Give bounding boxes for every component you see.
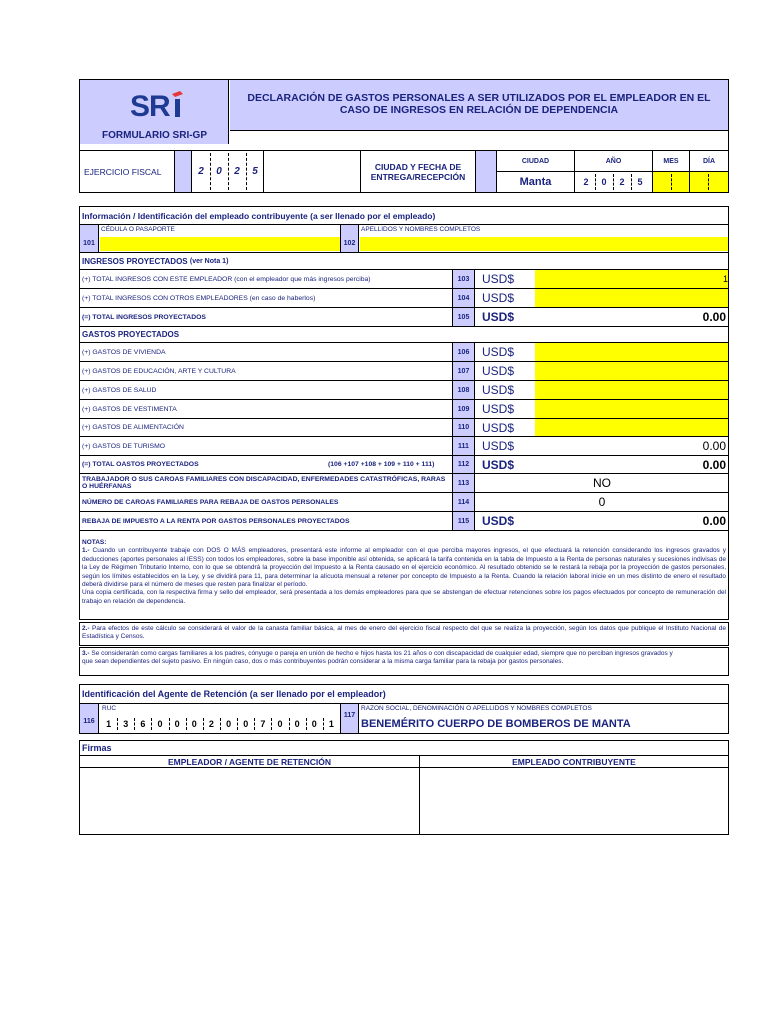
amount-row-label: (+) GASTOS DE SALUD xyxy=(82,386,157,394)
field-code-112: 112 xyxy=(452,456,475,473)
disability-value[interactable]: NO xyxy=(593,476,611,490)
disability-label: TRABAJADOR O SUS CAROAS FAMILIARES CON DISCAPACIDAD, ENFERMEDADES CATASTRÓFICAS, RARAS O HUÉRFANAS xyxy=(82,475,446,490)
cell-marker: 1 xyxy=(722,274,728,284)
field-code: 110 xyxy=(452,419,475,436)
disability-row xyxy=(80,473,728,492)
amount-field[interactable] xyxy=(535,362,728,380)
note-1-continued: Una copia certificada, con la respectiva firma y sello del empleador, será presentada a los demás empleadores para que se abstengan de efectuar retenciones sobre los pagos efectuados por concepto de remuneración del trabajo en relación de dependencia. xyxy=(82,589,726,605)
amount-row xyxy=(80,269,728,288)
form-title-panel xyxy=(230,80,728,130)
notes-title: NOTAS: xyxy=(82,539,107,546)
amount-row xyxy=(80,361,728,380)
notes-block xyxy=(80,539,728,606)
field-code: 111 xyxy=(452,437,475,455)
rebate-row xyxy=(80,511,728,530)
ruc-digit: 6 xyxy=(140,719,146,729)
total-expenses-row xyxy=(80,455,728,473)
amount-row xyxy=(80,288,728,307)
city-date-spacer xyxy=(475,151,497,192)
field-code-116: 116 xyxy=(80,704,99,733)
month-header: MES xyxy=(653,151,690,172)
currency-label: USD$ xyxy=(482,345,515,359)
fiscal-year-digit: 2 xyxy=(234,166,240,177)
amount-field[interactable] xyxy=(535,343,728,361)
fiscal-year-label: EJERCICIO FISCAL xyxy=(84,167,162,177)
divider xyxy=(80,530,728,531)
ruc-digit: 1 xyxy=(328,719,334,729)
expenses-section-title: GASTOS PROYECTADOS xyxy=(82,329,180,339)
ruc-digit: 0 xyxy=(277,719,283,729)
total-expenses-formula: (106 +107 +108 + 109 + 110 + 111) xyxy=(328,461,435,468)
amount-row-label: (+) TOTAL INGRESOS CON ESTE EMPLEADOR (con el empleador que más ingresos perciba) xyxy=(82,275,371,283)
ruc-digit: 7 xyxy=(260,719,266,729)
currency-label: USD$ xyxy=(482,402,515,416)
fiscal-year-digit: 0 xyxy=(216,166,222,177)
amount-row-label: (+) GASTOS DE EDUCACIÓN, ARTE Y CULTURA xyxy=(82,367,236,375)
signature-section-title: Firmas xyxy=(82,743,112,753)
amount-row-label: (+) GASTOS DE VIVIENDA xyxy=(82,348,166,356)
divider xyxy=(80,619,728,620)
logo-panel xyxy=(80,80,229,144)
dependents-value[interactable]: 0 xyxy=(598,495,606,509)
note-3-number: 3.- xyxy=(82,650,90,657)
amount-field: 0.00 xyxy=(702,439,726,453)
field-code-102: 102 xyxy=(340,225,359,252)
id-number-field[interactable] xyxy=(100,237,340,251)
fiscal-year-field[interactable] xyxy=(192,151,264,192)
note-1-text: Cuando un contribuyente trabaje con DOS O MÁS empleadores, presentará este informe al empleador con el que perciba mayores ingresos, el que efectuará la retención considerando los ingresos gravados y deducciones (aportes personales al IESS) con todos los empleadores, sobre la base imponible así obtenida, se aplicará la tarifa contenida en la tabla de Impuesto a la Renta de personas naturales y sucesiones indivisas de la Ley de Régimen Tributario Interno, con lo que se obtendrá la proyección del Impuesto a la Renta causado en el ejercicio económico. Al resultado obtenido se le restará la rebaja por la proyección de gastos personales, según los límites establecidos en la Ley, y se dividirá para 11, para determinar la alícuota mensual a retener por concepto de Impuesto a la Renta. Cuando la relación laboral inicie en un mes distinto de enero el resultado deberá dividirse para el número de meses que resten para finalizar el período. xyxy=(82,547,726,589)
month-field[interactable] xyxy=(653,172,690,192)
amount-field[interactable] xyxy=(535,270,728,288)
dependents-label: NÚMERO DE CAROAS FAMILIARES PARA REBAJA DE OASTOS PERSONALES xyxy=(82,498,339,506)
total-expenses-currency: USD$ xyxy=(482,457,515,472)
currency-label: USD$ xyxy=(482,291,515,305)
amount-row xyxy=(80,436,728,455)
note-2 xyxy=(80,623,728,642)
field-code: 108 xyxy=(452,381,475,399)
title-underline xyxy=(230,130,728,131)
full-name-field[interactable] xyxy=(360,237,728,251)
city-header: CIUDAD xyxy=(497,151,575,172)
employee-section-title: Información / Identificación del empleado contribuyente (a ser llenado por el empleado) xyxy=(80,207,728,225)
ruc-digit: 0 xyxy=(294,719,300,729)
field-code: 103 xyxy=(452,270,475,288)
year-digit: 2 xyxy=(619,177,625,187)
field-code: 106 xyxy=(452,343,475,361)
fiscal-year-spacer xyxy=(174,151,192,192)
amount-row-label: (=) TOTAL INGRESOS PROYECTADOS xyxy=(82,313,206,321)
rebate-value: 0.00 xyxy=(702,514,726,528)
amount-field[interactable] xyxy=(535,400,728,418)
currency-label: USD$ xyxy=(482,310,515,324)
field-code-101: 101 xyxy=(80,225,99,252)
note-3 xyxy=(80,648,728,658)
ruc-digit: 0 xyxy=(311,719,317,729)
employee-signature-area[interactable] xyxy=(421,768,728,834)
ruc-digit: 1 xyxy=(106,719,112,729)
year-digit: 0 xyxy=(601,177,607,187)
ruc-label: RUC xyxy=(102,705,117,712)
amount-row-label: (+) TOTAL INGRESOS CON OTROS EMPLEADORES (en caso de haberlos) xyxy=(82,294,316,302)
full-name-label: APELLIDOS Y NOMBRES COMPLETOS xyxy=(361,226,481,233)
form-name: FORMULARIO SRI-GP xyxy=(102,130,207,141)
field-code: 109 xyxy=(452,400,475,418)
field-code: 105 xyxy=(452,308,475,326)
amount-row xyxy=(80,380,728,399)
day-header: DÍA xyxy=(690,151,728,172)
total-expenses-label: (=) TOTAL OASTOS PROYECTADOS xyxy=(82,461,199,468)
total-expenses-value: 0.00 xyxy=(702,457,726,472)
ruc-field[interactable] xyxy=(100,716,340,732)
currency-label: USD$ xyxy=(482,272,515,286)
city-field[interactable]: Manta xyxy=(497,172,575,192)
rebate-label: REBAJA DE IMPUESTO A LA RENTA POR GASTOS PERSONALES PROYECTADOS xyxy=(82,517,350,525)
currency-label: USD$ xyxy=(482,439,515,453)
ruc-digit: 3 xyxy=(123,719,129,729)
field-code: 104 xyxy=(452,289,475,307)
note-3-box xyxy=(79,647,729,676)
dependents-row xyxy=(80,492,728,511)
amount-row-label: (+) GASTOS DE TURISMO xyxy=(82,442,166,450)
note-2-number: 2.- xyxy=(82,625,90,632)
city-date-label: CIUDAD Y FECHA DE ENTREGA/RECEPCIÓN xyxy=(360,151,475,192)
ruc-digit: 0 xyxy=(226,719,232,729)
year-header: AÑO xyxy=(575,151,653,172)
currency-label: USD$ xyxy=(482,383,515,397)
field-code-114: 114 xyxy=(452,493,475,511)
amount-field[interactable] xyxy=(535,381,728,399)
amount-row-label: (+) GASTOS DE VESTIMENTA xyxy=(82,405,177,413)
currency-label: USD$ xyxy=(482,420,515,435)
ruc-digit: 0 xyxy=(191,719,197,729)
year-field[interactable] xyxy=(575,172,653,192)
field-code-117: 117 xyxy=(340,704,359,733)
agent-name-label: RAZON SOCIAL, DENOMINACIÓN O APELLIDOS Y NOMBRES COMPLETOS xyxy=(361,705,592,712)
day-field[interactable] xyxy=(690,172,728,192)
note-2-box xyxy=(79,622,729,646)
amount-row xyxy=(80,418,728,436)
id-number-label: CÉDULA O PASAPORTE xyxy=(101,226,175,233)
amount-row-label: (+) GASTOS DE ALIMENTACIÓN xyxy=(82,424,184,431)
field-code-115: 115 xyxy=(452,512,475,530)
amount-row xyxy=(80,399,728,418)
rebate-currency: USD$ xyxy=(482,514,515,528)
note-1-number: 1.- xyxy=(82,547,90,555)
form-title: DECLARACIÓN DE GASTOS PERSONALES A SER UTILIZADOS POR EL EMPLEADOR EN EL CASO DE INGRESOS EN RELACIÓN DE DEPENDENCIA xyxy=(247,92,711,116)
currency-label: USD$ xyxy=(482,364,515,378)
ruc-digit: 2 xyxy=(208,719,214,729)
ruc-digit: 0 xyxy=(157,719,163,729)
income-note-ref: (ver Nota 1) xyxy=(189,257,229,265)
amount-field[interactable] xyxy=(535,419,728,436)
year-digit: 5 xyxy=(637,177,643,187)
amount-row xyxy=(80,342,728,361)
fiscal-year-digit: 5 xyxy=(252,166,258,177)
income-title-text: INGRESOS PROYECTADOS xyxy=(82,256,188,266)
sri-logo xyxy=(128,88,188,122)
amount-row xyxy=(80,307,728,326)
note-2-text: Para efectos de este cálculo se considerará el valor de la canasta familiar básica, al mes de enero del ejercicio fiscal respecto del que se realiza la proyección, según los datos que publique el Instituto Nacional de Estadística y Censos. xyxy=(82,625,726,641)
note-1 xyxy=(82,547,726,589)
ruc-digit: 0 xyxy=(174,719,180,729)
employer-signature-area[interactable] xyxy=(80,768,420,834)
agent-name-field[interactable]: BENEMÉRITO CUERPO DE BOMBEROS DE MANTA xyxy=(361,718,631,730)
field-code: 107 xyxy=(452,362,475,380)
employer-signature-label: EMPLEADOR / AGENTE DE RETENCIÓN xyxy=(80,755,420,768)
fiscal-year-digit: 2 xyxy=(198,166,204,177)
ruc-digit: 0 xyxy=(243,719,249,729)
year-digit: 2 xyxy=(583,177,589,187)
employee-signature-label: EMPLEADO CONTRIBUYENTE xyxy=(420,755,728,768)
amount-field: 0.00 xyxy=(702,310,726,324)
svg-text:SR: SR xyxy=(130,90,170,122)
amount-field[interactable] xyxy=(535,289,728,307)
field-code-113: 113 xyxy=(452,474,475,492)
income-section-title xyxy=(80,253,728,269)
agent-section-title: Identificación del Agente de Retención (a ser llenado por el empleador) xyxy=(80,685,728,704)
note-3-text: Se considerarán como cargas familiares a los padres, cónyuge o pareja en unión de hecho e hijos hasta los 21 años o con discapacidad de cualquier edad, siempre que no perciban ingresos gravados y xyxy=(89,650,673,657)
note-3-continued: que sean dependientes del sujeto pasivo. En ningún caso, dos o más contribuyentes podrán considerar a la misma carga familiar para la rebaja por gastos personales. xyxy=(82,658,564,666)
